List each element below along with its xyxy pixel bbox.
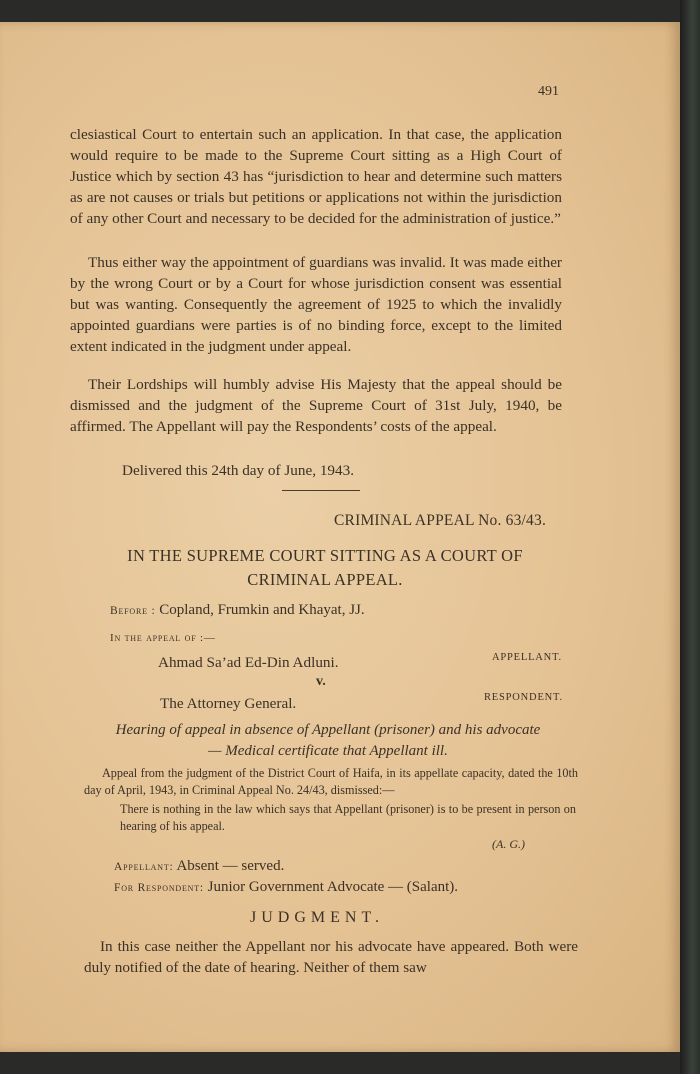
- appellant-appearance: [114, 858, 284, 875]
- paragraph-2: Thus either way the appointment of guardians was invalid. It was made either by the wrong Court or by a Court for whose jurisdiction consent was essential but was wanting. Consequently the agreement of 1925 to which the invalidly appointed guardians were parties is of no binding force, except to the limited extent indicated in the judgment under appeal.: [70, 254, 562, 355]
- headnote-line-1: Hearing of appeal in absence of Appellant (prisoner) and his advocate: [115, 722, 541, 738]
- headnote: [78, 720, 578, 762]
- in-appeal-label: In the appeal of :—: [110, 632, 216, 644]
- book-binding: [680, 0, 700, 1074]
- book-page: [0, 22, 680, 1052]
- paragraph-3: Their Lordships will humbly advise His Majesty that the appeal should be dismissed and the judgment of the Supreme Court of 31st July, 1940, be affirmed. The Appellant will pay the Respondents’ costs of the appeal.: [70, 376, 562, 435]
- respondent-name: The Attorney General.: [160, 695, 297, 712]
- respondent-appearance-label: For Respondent:: [114, 882, 204, 894]
- reporter-initials: (A. G.): [492, 837, 525, 851]
- summary-paragraph-1: Appeal from the judgment of the District Court of Haifa, in its appellate capacity, dated the 10th day of April, 1943, in Criminal Appeal No. 24/43, dismissed:—: [84, 766, 578, 797]
- appellant-role-label: APPELLANT.: [492, 652, 562, 663]
- appellant-appearance-value: Absent — served.: [176, 858, 285, 874]
- summary-paragraph-2: There is nothing in the law which says that Appellant (prisoner) is to be present in person on hearing of his appeal.: [120, 802, 576, 833]
- respondent-appearance: [114, 879, 458, 896]
- delivered-line: Delivered this 24th day of June, 1943.: [122, 462, 354, 479]
- respondent-role-label: RESPONDENT.: [484, 692, 563, 703]
- versus: v.: [316, 674, 326, 689]
- court-heading: [90, 544, 560, 592]
- judgment-paragraph-1: In this case neither the Appellant nor his advocate have appeared. Both were duly notified of the date of hearing. Neither of them saw: [84, 938, 578, 976]
- judgment-heading: JUDGMENT.: [250, 909, 385, 926]
- headnote-line-2: — Medical certificate that Appellant ill.: [208, 743, 448, 759]
- court-heading-line-2: CRIMINAL APPEAL.: [247, 570, 403, 589]
- appellant-appearance-label: Appellant:: [114, 861, 174, 873]
- court-heading-line-1: IN THE SUPREME COURT SITTING AS A COURT OF: [127, 546, 523, 565]
- before-label: Before :: [110, 605, 156, 617]
- case-number: CRIMINAL APPEAL No. 63/43.: [334, 512, 547, 529]
- page-number: 491: [538, 84, 559, 99]
- bench-judges: Copland, Frumkin and Khayat, JJ.: [159, 602, 365, 618]
- bench-line: [110, 602, 365, 619]
- appellant-name: Ahmad Sa’ad Ed-Din Adluni.: [158, 654, 339, 671]
- section-divider: [282, 490, 360, 491]
- respondent-appearance-value: Junior Government Advocate — (Salant).: [207, 879, 459, 895]
- paragraph-1: clesiastical Court to entertain such an application. In that case, the application would require to be made to the Supreme Court sitting as a High Court of Justice which by section 43 has “jurisdiction to hear and determine such matters as are not causes or trials but petitions or applications not within the jurisdiction of any other Court and necessary to be decided for the administration of justice.”: [70, 126, 562, 227]
